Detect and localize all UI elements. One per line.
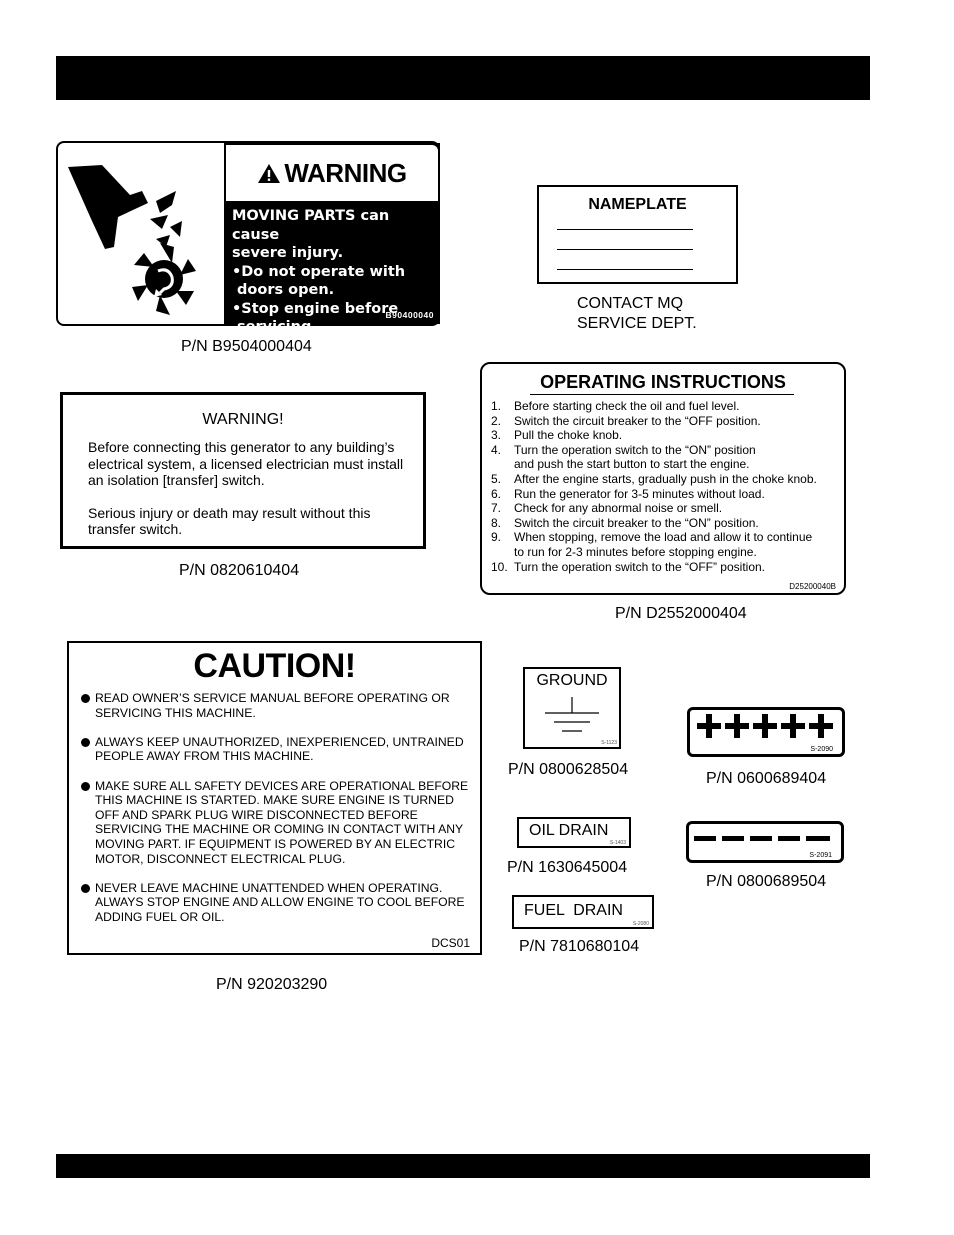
part-number: P/N 0800689504 — [706, 873, 827, 890]
step-number: 7. — [491, 501, 502, 516]
step-text: After the engine starts, gradually push in the choke knob. — [514, 471, 817, 486]
minus-signs-icon — [692, 829, 838, 849]
caution-item-text: ALWAYS KEEP UNAUTHORIZED, INEXPERIENCED, UNTRAINED PEOPLE AWAY FROM THIS MACHINE. — [95, 734, 464, 764]
step-text: Turn the operation switch to the “OFF” position. — [514, 559, 765, 574]
step-number: 3. — [491, 428, 502, 443]
caution-item-text: MAKE SURE ALL SAFETY DEVICES ARE OPERATIONAL BEFORE THIS MACHINE IS STARTED. MAKE SURE ENGINE IS TURNED OFF AND SPARK PLUG WIRE DISCONNECTED BEFORE SERVICING THE MACHINE OR COMING IN CONTACT WITH ANY MOVING PART. IF EQUIPMENT IS POWERED BY AN ELECTRIC MOTOR, DISCONNECT ELECTRICAL PLUG. — [95, 778, 469, 866]
decal-code: D25200040B — [789, 582, 836, 591]
operating-step — [491, 487, 841, 502]
decal-code: DCS01 — [431, 936, 470, 950]
caution-list — [81, 691, 479, 939]
operating-step — [491, 516, 841, 531]
part-number: P/N 920203290 — [216, 976, 328, 993]
warning-line: •Do not operate with — [232, 263, 406, 280]
ground-label: GROUND — [536, 672, 608, 689]
contact-line: CONTACT MQ — [577, 295, 684, 312]
operating-step — [491, 472, 841, 487]
positive-terminal-decal — [687, 707, 845, 757]
operating-step — [491, 545, 841, 560]
warning-header-text: WARNING — [284, 157, 407, 188]
step-number: 2. — [491, 413, 502, 428]
bullet-icon — [81, 884, 90, 893]
transfer-warning-body — [88, 439, 418, 554]
step-text: Switch the circuit breaker to the “OFF position. — [514, 413, 761, 428]
nameplate-title: NAMEPLATE — [588, 196, 687, 213]
header-bar — [56, 56, 870, 100]
plus-signs-icon — [693, 712, 839, 742]
nameplate-line — [557, 229, 693, 230]
part-number: P/N 7810680104 — [519, 938, 640, 955]
step-text: to run for 2-3 minutes before stopping engine. — [514, 544, 757, 559]
contact-line: SERVICE DEPT. — [577, 315, 697, 332]
operating-step — [491, 560, 841, 575]
transfer-warning-title: WARNING! — [202, 411, 284, 428]
warning-line: doors open. — [232, 282, 335, 298]
caution-item-text: READ OWNER’S SERVICE MANUAL BEFORE OPERATING OR SERVICING THIS MACHINE. — [95, 691, 450, 720]
title-underline — [530, 394, 794, 395]
warning-line: MOVING PARTS can cause — [232, 208, 390, 243]
decal-code: S-1403 — [609, 840, 626, 846]
moving-parts-warning-decal — [56, 141, 440, 335]
step-number: 10. — [491, 559, 508, 574]
caution-item-text: NEVER LEAVE MACHINE UNATTENDED WHEN OPERATING. ALWAYS STOP ENGINE AND ALLOW ENGINE TO COOL BEFORE ADDING FUEL OR OIL. — [95, 880, 465, 924]
footer-bar — [56, 1154, 870, 1178]
oil-drain-decal — [517, 817, 631, 848]
transfer-warning-paragraph: Before connecting this generator to any building’s electrical system, a licensed electrician must install an isolation [transfer] switch. — [88, 439, 404, 488]
operating-step — [491, 443, 841, 458]
warning-line: •Stop engine before — [232, 300, 399, 317]
step-text: Run the generator for 3-5 minutes without load. — [514, 486, 765, 501]
part-number: P/N 0600689404 — [706, 770, 827, 787]
ground-symbol-icon — [541, 697, 603, 737]
fuel-drain-label: FUEL DRAIN — [524, 902, 623, 919]
operating-step — [491, 457, 841, 472]
warning-triangle-icon — [257, 163, 281, 184]
step-number — [491, 457, 514, 472]
operating-step — [491, 428, 841, 443]
part-number: P/N 0800628504 — [508, 761, 629, 778]
part-number: P/N B9504000404 — [181, 338, 312, 355]
decal-code: S-2090 — [810, 746, 833, 753]
decal-code: S-2091 — [809, 852, 832, 859]
fuel-drain-decal — [512, 895, 654, 929]
step-text: Check for any abnormal noise or smell. — [514, 501, 723, 516]
nameplate-decal — [537, 185, 738, 284]
warning-line: servicing. — [232, 319, 317, 335]
transfer-switch-warning-decal — [60, 392, 426, 549]
caution-item — [81, 691, 479, 720]
step-text: Pull the choke knob. — [514, 428, 623, 443]
part-number: P/N 1630645004 — [507, 859, 628, 876]
warning-header — [226, 145, 438, 201]
step-number — [491, 545, 514, 560]
oil-drain-label: OIL DRAIN — [529, 822, 609, 839]
operating-instructions-decal — [480, 362, 846, 595]
bullet-icon — [81, 694, 90, 703]
step-number: 4. — [491, 442, 502, 457]
part-number: P/N 0820610404 — [179, 562, 300, 579]
bullet-icon — [81, 782, 90, 791]
step-number: 9. — [491, 530, 502, 545]
step-text: and push the start button to start the engine. — [514, 457, 750, 472]
part-number: P/N D2552000404 — [615, 605, 747, 622]
step-text: When stopping, remove the load and allow it to continue — [514, 530, 813, 545]
decal-code: S-1123 — [601, 740, 617, 746]
step-text: Before starting check the oil and fuel level. — [514, 399, 740, 413]
caution-item — [81, 735, 479, 764]
moving-parts-hand-icon — [58, 143, 224, 324]
nameplate-line — [557, 269, 693, 270]
bullet-icon — [81, 738, 90, 747]
operating-steps-list — [491, 399, 841, 574]
ground-decal — [523, 667, 621, 749]
operating-step — [491, 501, 841, 516]
nameplate-contact — [577, 294, 697, 334]
step-text: Turn the operation switch to the “ON” position — [514, 442, 756, 457]
caution-item — [81, 779, 479, 867]
step-number: 1. — [491, 399, 502, 413]
caution-decal — [67, 641, 482, 955]
operating-instructions-title: OPERATING INSTRUCTIONS — [540, 372, 786, 392]
operating-step — [491, 530, 841, 545]
step-number: 8. — [491, 515, 502, 530]
operating-step — [491, 399, 841, 414]
caution-item — [81, 881, 479, 925]
negative-terminal-decal — [686, 821, 844, 863]
step-number: 5. — [491, 471, 502, 486]
nameplate-line — [557, 249, 693, 250]
step-number: 6. — [491, 486, 502, 501]
step-text: Switch the circuit breaker to the “ON” position. — [514, 515, 759, 530]
warning-line: severe injury. — [232, 245, 344, 261]
transfer-warning-paragraph: Serious injury or death may result without this transfer switch. — [88, 504, 371, 537]
caution-title: CAUTION! — [193, 647, 356, 685]
decal-code: S-2080 — [632, 921, 649, 927]
decal-code: B90400040 — [385, 310, 434, 320]
operating-step — [491, 414, 841, 429]
